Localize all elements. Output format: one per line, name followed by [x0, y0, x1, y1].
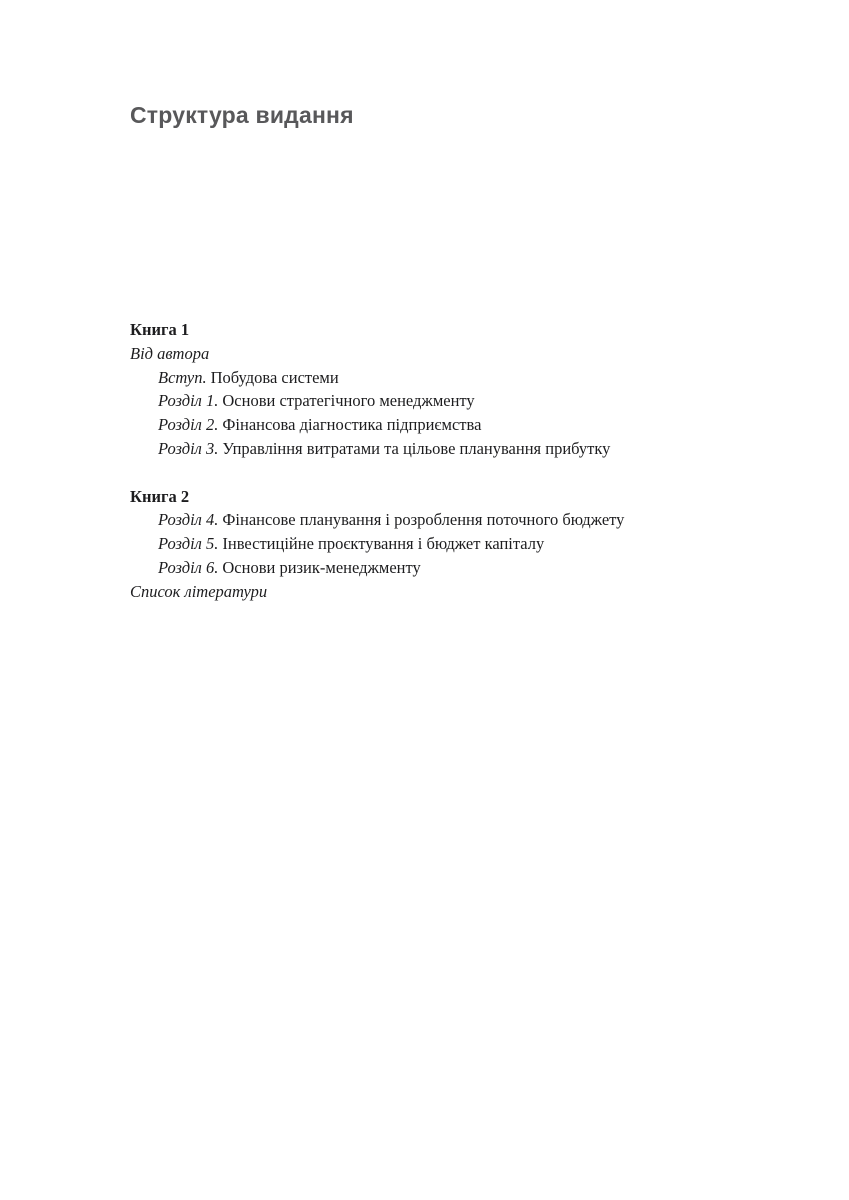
toc-entry-chapter-3 [130, 437, 730, 461]
page-title: Структура видання [130, 102, 354, 128]
toc-entry-chapter-5 [130, 532, 730, 556]
toc-entry-intro [130, 366, 730, 390]
bibliography-entry: Список літератури [130, 581, 268, 601]
toc-entry-chapter-4 [130, 508, 730, 532]
entry-label: Розділ 1. [158, 391, 219, 411]
entry-title: Основи стратегічного менеджменту [222, 391, 475, 411]
book1-heading: Книга 1 [130, 320, 190, 339]
entry-title: Інвестиційне проєктування і бюджет капіталу [222, 534, 545, 554]
toc-entry-chapter-6 [130, 556, 730, 580]
entry-label: Розділ 3. [158, 438, 219, 458]
toc-entry-chapter-1 [130, 389, 730, 413]
entry-label: Розділ 6. [158, 557, 219, 577]
entry-title: Основи ризик-менеджменту [222, 557, 421, 577]
toc-entry-chapter-2 [130, 413, 730, 437]
author-note: Від автора [130, 343, 210, 363]
book2-heading: Книга 2 [130, 486, 190, 506]
table-of-contents [130, 318, 730, 604]
entry-title: Управління витратами та цільове планування прибутку [222, 438, 611, 458]
entry-title: Фінансова діагностика підприємства [222, 415, 482, 435]
entry-label: Розділ 2. [158, 415, 219, 435]
entry-title: Побудова системи [210, 367, 339, 387]
entry-label: Вступ. [158, 367, 207, 387]
entry-title: Фінансове планування і розроблення поточного бюджету [222, 510, 625, 530]
section-gap [130, 461, 730, 485]
entry-label: Розділ 5. [158, 534, 219, 554]
entry-label: Розділ 4. [158, 510, 219, 530]
